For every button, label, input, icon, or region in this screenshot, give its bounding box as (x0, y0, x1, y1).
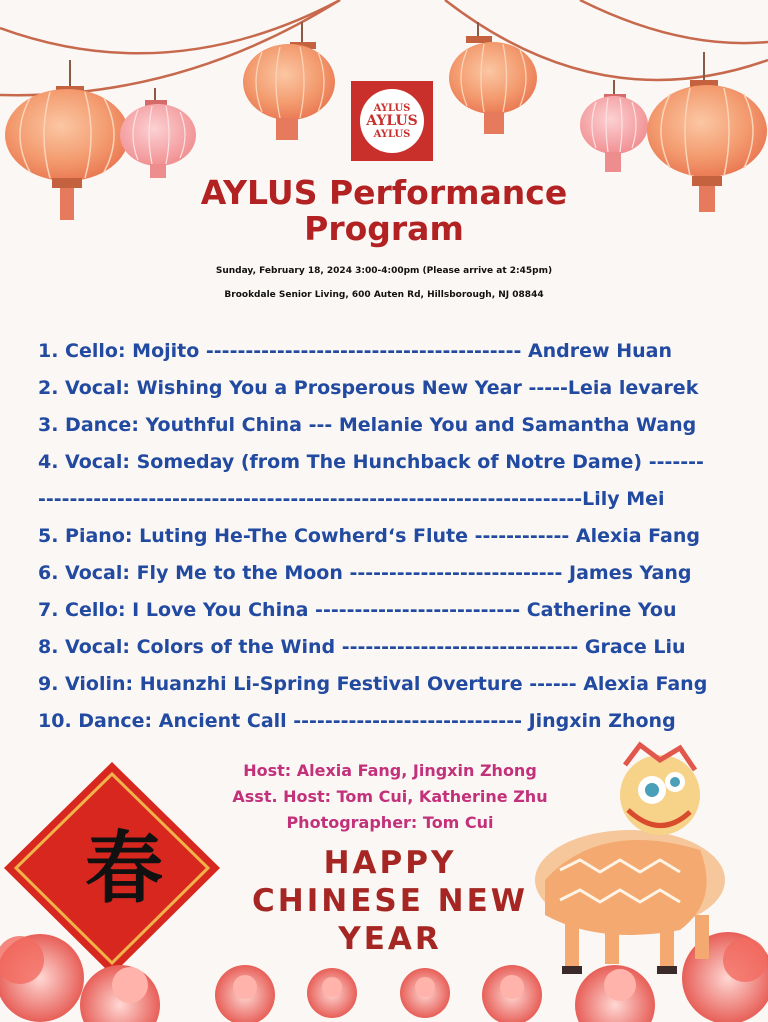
aylus-logo (351, 81, 433, 161)
program-item: 7. Cello: I Love You China -------------------------- Catherine You (38, 599, 677, 621)
program-item: 3. Dance: Youthful China --- Melanie You and Samantha Wang (38, 414, 697, 436)
program-item: 9. Violin: Huanzhi Li-Spring Festival Overture ------ Alexia Fang (38, 673, 708, 695)
host-credit: Host: Alexia Fang, Jingxin Zhong (243, 761, 537, 780)
program-item: 2. Vocal: Wishing You a Prosperous New Year -----Leia levarek (38, 377, 699, 399)
program-item: 10. Dance: Ancient Call ----------------------------- Jingxin Zhong (38, 710, 676, 732)
photographer-credit: Photographer: Tom Cui (286, 813, 494, 832)
lantern-icon (243, 22, 335, 140)
program-item: 6. Vocal: Fly Me to the Moon --------------------------- James Yang (38, 562, 692, 584)
program-title-line2: Program (304, 209, 464, 248)
greeting-line3: YEAR (338, 921, 442, 957)
asst-host-credit: Asst. Host: Tom Cui, Katherine Zhu (232, 787, 548, 806)
logo-text-main: AYLUS (366, 112, 418, 129)
logo-text-bottom: AYLUS (373, 128, 411, 140)
greeting-line2: CHINESE NEW (252, 883, 528, 919)
program-item: 1. Cello: Mojito ---------------------------------------- Andrew Huan (38, 340, 672, 362)
program-item: 5. Piano: Luting He-The Cowherd‘s Flute ------------ Alexia Fang (38, 525, 700, 547)
chun-character: 春 (84, 824, 163, 914)
event-location: Brookdale Senior Living, 600 Auten Rd, Hillsborough, NJ 08844 (224, 290, 544, 300)
program-list (38, 333, 738, 740)
greeting-line1: HAPPY (323, 845, 457, 881)
lantern-icon (580, 80, 648, 172)
lantern-icon (120, 88, 196, 178)
logo-text-top: AYLUS (373, 102, 411, 114)
program-title-line1: AYLUS Performance (200, 173, 568, 212)
program-item-continuation: ---------------------------------------------------------------------Lily Mei (38, 488, 665, 510)
program-item: 8. Vocal: Colors of the Wind ------------------------------ Grace Liu (38, 636, 686, 658)
event-datetime: Sunday, February 18, 2024 3:00-4:00pm (Please arrive at 2:45pm) (215, 266, 553, 276)
lantern-icon (449, 22, 537, 134)
program-item: 4. Vocal: Someday (from The Hunchback of Notre Dame) ------- (38, 451, 704, 473)
